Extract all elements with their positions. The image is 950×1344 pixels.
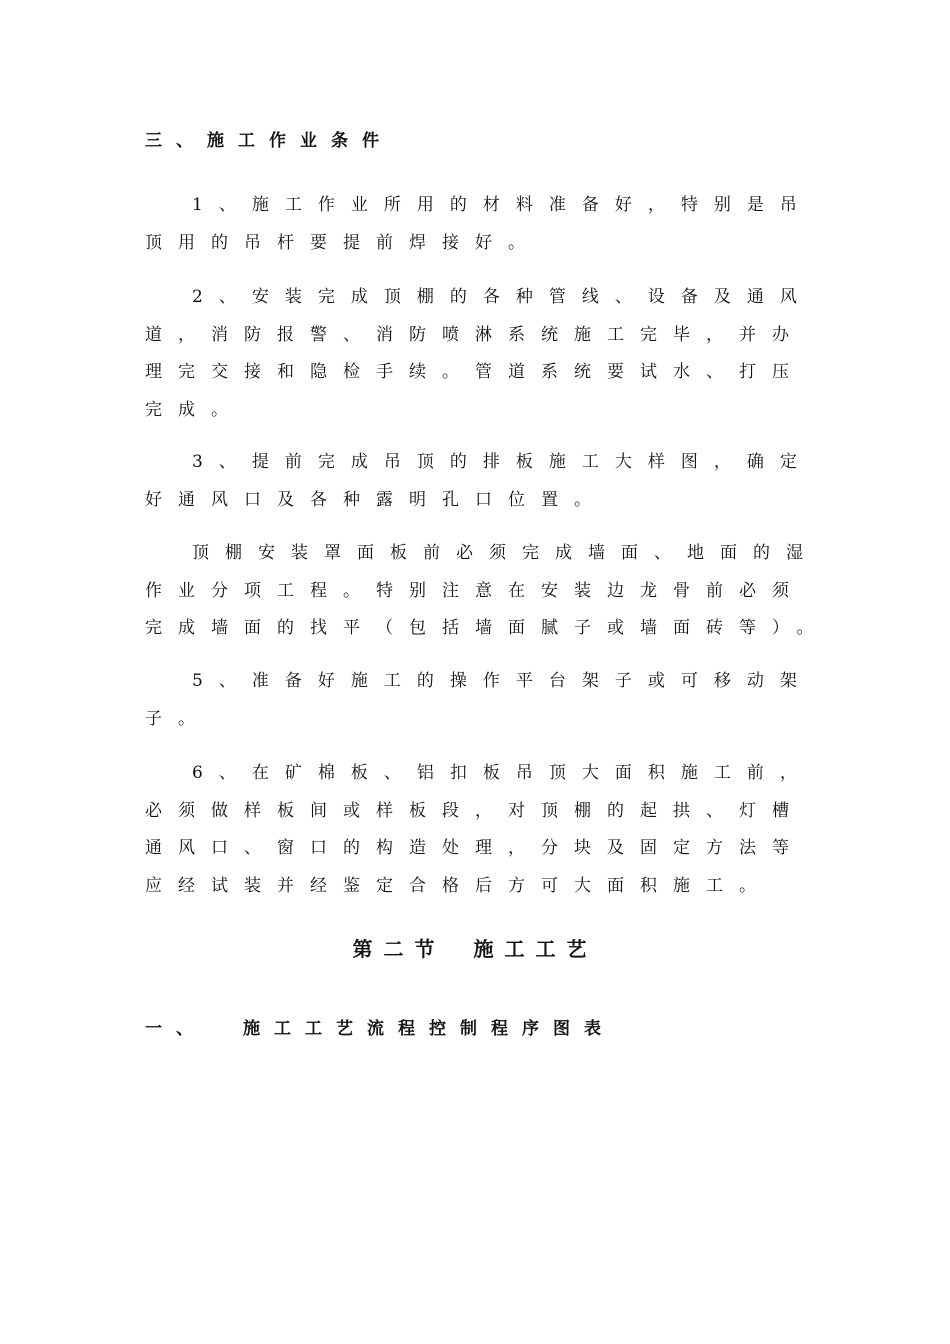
section-title-text: 施工工艺 (473, 937, 598, 961)
paragraph-5: 5、准备好施工的操作平台架子或可移动架子。 (145, 671, 813, 729)
paragraph-3: 3、提前完成吊顶的排板施工大样图，确定好通风口及各种露明孔口位置。 (145, 452, 813, 510)
paragraph-4: 顶棚安装罩面板前必须完成墙面、地面的湿作业分项工程。特别注意在安装边龙骨前必须完成墙面的找平（包括墙面腻子或墙面砖等）。 (145, 543, 830, 638)
subheading (145, 1014, 615, 1039)
section-title-number: 第二节 (352, 937, 446, 961)
subheading-text: 施工工艺流程控制程序图表 (243, 1019, 615, 1039)
subheading-number: 一、 (145, 1019, 207, 1039)
section-heading: 三、施工作业条件 (145, 131, 393, 151)
paragraph-2: 2、安装完成顶棚的各种管线、设备及通风道，消防报警、消防喷淋系统施工完毕，并办理完交接和隐检手续。管道系统要试水、打压完成。 (145, 287, 813, 420)
paragraph-6: 6、在矿棉板、铝扣板吊顶大面积施工前，必须做样板间或样板段，对顶棚的起拱、灯槽通风口、窗口的构造处理，分块及固定方法等应经试装并经鉴定合格后方可大面积施工。 (145, 763, 813, 896)
section-title (0, 933, 950, 962)
paragraph-1: 1、施工作业所用的材料准备好，特别是吊顶用的吊杆要提前焊接好。 (145, 195, 813, 253)
